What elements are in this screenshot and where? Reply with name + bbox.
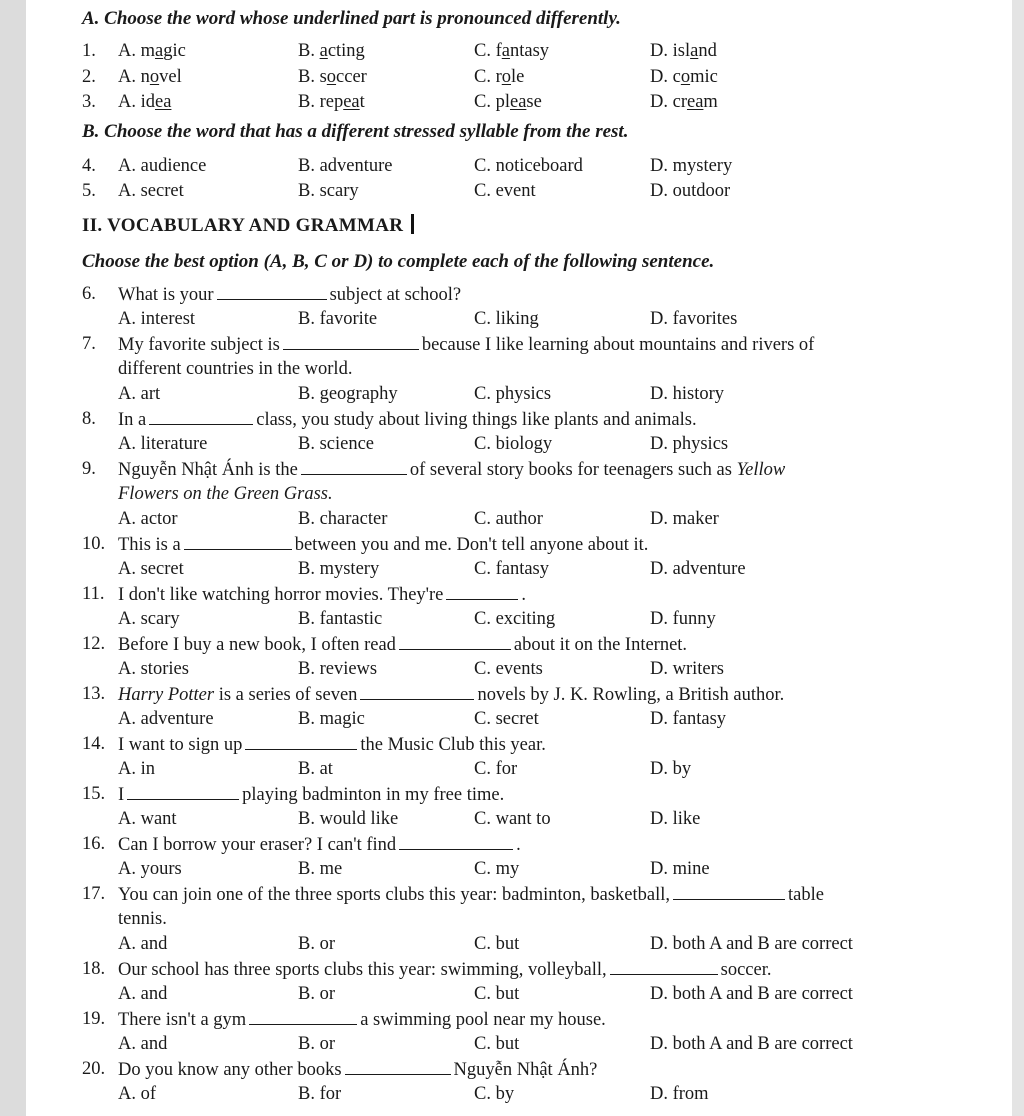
question-number: 12. bbox=[82, 634, 106, 654]
answer-blank bbox=[610, 958, 718, 975]
question-number: 13. bbox=[82, 684, 106, 704]
option: D. mystery bbox=[650, 156, 733, 176]
option: B. for bbox=[298, 1084, 342, 1104]
underlined-part: o bbox=[680, 67, 691, 87]
option: C. event bbox=[474, 181, 536, 201]
question-text-cont: different countries in the world. bbox=[118, 359, 353, 379]
answer-blank bbox=[245, 733, 357, 750]
option: B. character bbox=[298, 509, 388, 529]
option: A. adventure bbox=[118, 709, 214, 729]
underlined-part: a bbox=[155, 41, 164, 61]
answer-blank bbox=[217, 283, 327, 300]
option: B. science bbox=[298, 434, 375, 454]
option: C. please bbox=[474, 92, 542, 112]
question-text: Before I buy a new book, I often read about it on the Internet. bbox=[118, 635, 688, 655]
option: B. at bbox=[298, 759, 333, 779]
underlined-part: ea bbox=[509, 92, 527, 112]
option: A. secret bbox=[118, 181, 184, 201]
option: C. author bbox=[474, 509, 543, 529]
question-number: 16. bbox=[82, 834, 106, 854]
option: D. favorites bbox=[650, 309, 738, 329]
option: C. but bbox=[474, 934, 520, 954]
option: D. both A and B are correct bbox=[650, 984, 853, 1004]
text-cursor bbox=[411, 214, 414, 234]
option: C. role bbox=[474, 67, 525, 87]
option: D. like bbox=[650, 809, 701, 829]
question-text: In a class, you study about living things like plants and animals. bbox=[118, 410, 697, 430]
option: D. both A and B are correct bbox=[650, 1034, 853, 1054]
answer-blank bbox=[249, 1008, 357, 1025]
option: A. in bbox=[118, 759, 155, 779]
option: B. or bbox=[298, 1034, 335, 1054]
option: C. liking bbox=[474, 309, 539, 329]
option: D. mine bbox=[650, 859, 710, 879]
question-text: There isn't a gym a swimming pool near my house. bbox=[118, 1010, 606, 1030]
title-italic: Yellow bbox=[736, 460, 786, 480]
question-text: I want to sign up the Music Club this year. bbox=[118, 735, 546, 755]
option: D. by bbox=[650, 759, 692, 779]
option: A. actor bbox=[118, 509, 178, 529]
option: C. noticeboard bbox=[474, 156, 583, 176]
option: C. events bbox=[474, 659, 543, 679]
option: D. comic bbox=[650, 67, 718, 87]
option: D. funny bbox=[650, 609, 716, 629]
option: B. adventure bbox=[298, 156, 393, 176]
option: A. interest bbox=[118, 309, 196, 329]
option: C. secret bbox=[474, 709, 539, 729]
option: A. want bbox=[118, 809, 177, 829]
part-b-heading: B. Choose the word that has a different stressed syllable from the rest. bbox=[82, 121, 629, 142]
underlined-part: a bbox=[501, 41, 510, 61]
question-text: What is your subject at school? bbox=[118, 285, 462, 305]
answer-blank bbox=[301, 458, 407, 475]
question-text: Nguyễn Nhật Ánh is the of several story books for teenagers such as Yellow bbox=[118, 460, 786, 480]
option: D. both A and B are correct bbox=[650, 934, 853, 954]
option: A. stories bbox=[118, 659, 189, 679]
underlined-part: ea bbox=[686, 92, 704, 112]
item-number: 5. bbox=[82, 181, 96, 201]
option: B. magic bbox=[298, 709, 365, 729]
option: A. literature bbox=[118, 434, 208, 454]
item-number: 4. bbox=[82, 156, 96, 176]
item-number: 1. bbox=[82, 41, 96, 61]
question-text: This is a between you and me. Don't tell anyone about it. bbox=[118, 535, 649, 555]
option: D. adventure bbox=[650, 559, 746, 579]
right-scan-border bbox=[1012, 0, 1024, 1116]
option: C. but bbox=[474, 984, 520, 1004]
question-number: 7. bbox=[82, 334, 96, 354]
option: C. biology bbox=[474, 434, 553, 454]
option: B. repeat bbox=[298, 92, 365, 112]
question-text-cont: Flowers on the Green Grass. bbox=[118, 484, 333, 504]
question-text: Harry Potter is a series of seven novels by J. K. Rowling, a British author. bbox=[118, 685, 785, 705]
option: D. cream bbox=[650, 92, 718, 112]
answer-blank bbox=[184, 533, 292, 550]
option: D. from bbox=[650, 1084, 709, 1104]
question-number: 18. bbox=[82, 959, 106, 979]
option: A. idea bbox=[118, 92, 172, 112]
answer-blank bbox=[446, 583, 518, 600]
question-number: 14. bbox=[82, 734, 106, 754]
question-number: 11. bbox=[82, 584, 105, 604]
question-number: 20. bbox=[82, 1059, 106, 1079]
option: C. exciting bbox=[474, 609, 556, 629]
left-scan-border bbox=[0, 0, 26, 1116]
question-number: 10. bbox=[82, 534, 106, 554]
option: B. reviews bbox=[298, 659, 378, 679]
section-title-text: II. VOCABULARY AND GRAMMAR bbox=[82, 215, 404, 236]
question-text: Our school has three sports clubs this year: swimming, volleyball, soccer. bbox=[118, 960, 772, 980]
part-a-heading: A. Choose the word whose underlined part is pronounced differently. bbox=[82, 8, 621, 29]
option: B. soccer bbox=[298, 67, 367, 87]
section-instruction: Choose the best option (A, B, C or D) to complete each of the following sentence. bbox=[82, 251, 715, 272]
question-text: I don't like watching horror movies. They're . bbox=[118, 585, 526, 605]
option: A. and bbox=[118, 1034, 168, 1054]
section-title bbox=[82, 214, 414, 237]
option: B. mystery bbox=[298, 559, 380, 579]
underlined-part: a bbox=[690, 41, 699, 61]
question-text-cont: tennis. bbox=[118, 909, 167, 929]
option: A. secret bbox=[118, 559, 184, 579]
option: B. scary bbox=[298, 181, 359, 201]
option: C. fantasy bbox=[474, 41, 550, 61]
question-number: 15. bbox=[82, 784, 106, 804]
option: D. physics bbox=[650, 434, 729, 454]
question-text: You can join one of the three sports clubs this year: badminton, basketball, table bbox=[118, 885, 824, 905]
option: A. and bbox=[118, 984, 168, 1004]
answer-blank bbox=[399, 633, 511, 650]
question-number: 19. bbox=[82, 1009, 106, 1029]
question-text: Can I borrow your eraser? I can't find . bbox=[118, 835, 521, 855]
answer-blank bbox=[345, 1058, 451, 1075]
option: D. history bbox=[650, 384, 724, 404]
option: A. and bbox=[118, 934, 168, 954]
option: D. writers bbox=[650, 659, 724, 679]
option: B. or bbox=[298, 934, 335, 954]
option: B. me bbox=[298, 859, 343, 879]
answer-blank bbox=[673, 883, 785, 900]
option: B. would like bbox=[298, 809, 399, 829]
option: A. scary bbox=[118, 609, 180, 629]
option: C. physics bbox=[474, 384, 552, 404]
option: D. outdoor bbox=[650, 181, 731, 201]
option: A. yours bbox=[118, 859, 182, 879]
question-number: 6. bbox=[82, 284, 96, 304]
question-number: 8. bbox=[82, 409, 96, 429]
option: B. acting bbox=[298, 41, 365, 61]
option: B. fantastic bbox=[298, 609, 383, 629]
option: D. fantasy bbox=[650, 709, 727, 729]
option: C. by bbox=[474, 1084, 515, 1104]
option: B. favorite bbox=[298, 309, 378, 329]
underlined-part: o bbox=[326, 67, 337, 87]
option: C. fantasy bbox=[474, 559, 550, 579]
question-text: My favorite subject is because I like learning about mountains and rivers of bbox=[118, 335, 815, 355]
option: B. geography bbox=[298, 384, 398, 404]
answer-blank bbox=[127, 783, 239, 800]
option: A. novel bbox=[118, 67, 182, 87]
option: C. for bbox=[474, 759, 518, 779]
question-text: Do you know any other books Nguyễn Nhật Ánh? bbox=[118, 1060, 598, 1080]
answer-blank bbox=[283, 333, 419, 350]
option: A. art bbox=[118, 384, 161, 404]
option: D. maker bbox=[650, 509, 719, 529]
option: C. want to bbox=[474, 809, 551, 829]
question-number: 9. bbox=[82, 459, 96, 479]
option: B. or bbox=[298, 984, 335, 1004]
underlined-part: o bbox=[149, 67, 160, 87]
underlined-part: a bbox=[319, 41, 328, 61]
question-number: 17. bbox=[82, 884, 106, 904]
item-number: 3. bbox=[82, 92, 96, 112]
option: A. magic bbox=[118, 41, 186, 61]
question-text: I playing badminton in my free time. bbox=[118, 785, 505, 805]
underlined-part: ea bbox=[155, 92, 172, 112]
answer-blank bbox=[399, 833, 513, 850]
answer-blank bbox=[149, 408, 253, 425]
option: C. but bbox=[474, 1034, 520, 1054]
option: A. of bbox=[118, 1084, 157, 1104]
option: C. my bbox=[474, 859, 520, 879]
item-number: 2. bbox=[82, 67, 96, 87]
option: A. audience bbox=[118, 156, 207, 176]
answer-blank bbox=[360, 683, 474, 700]
underlined-part: ea bbox=[343, 92, 360, 112]
title-italic: Harry Potter bbox=[118, 685, 215, 705]
underlined-part: o bbox=[501, 67, 511, 87]
option: D. island bbox=[650, 41, 717, 61]
